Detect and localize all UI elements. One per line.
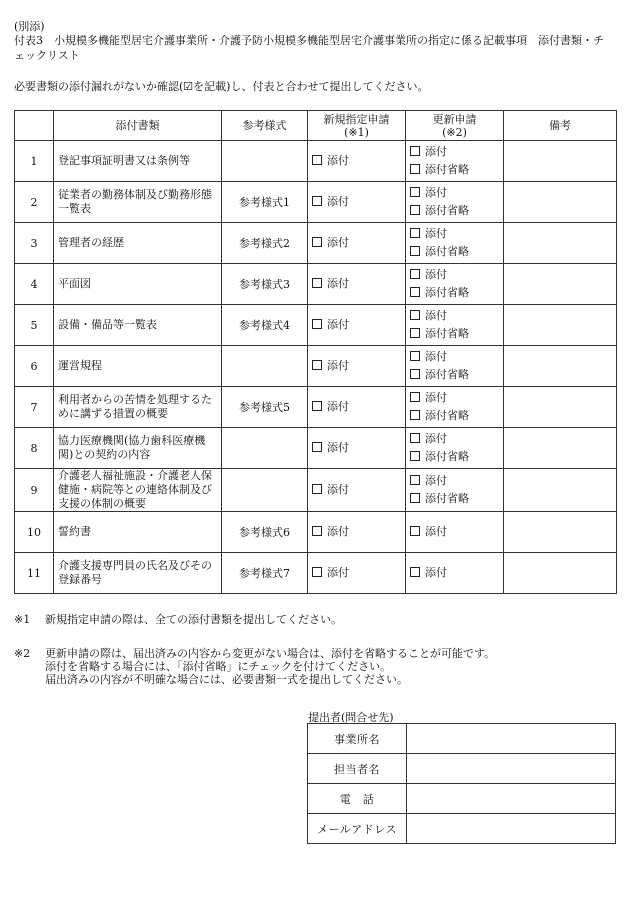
office-name-label: 事業所名	[308, 724, 407, 754]
checklist-table	[14, 110, 617, 594]
new-attach-option[interactable]	[312, 523, 401, 541]
checkbox-icon[interactable]	[410, 451, 420, 461]
reference-form: 参考様式3	[222, 264, 308, 305]
header-ref: 参考様式	[222, 111, 308, 141]
renew-attach-option-label: 添付	[425, 227, 447, 240]
row-number: 4	[15, 264, 54, 305]
renew-attach-option[interactable]	[410, 348, 499, 366]
email-label: メールアドレス	[308, 814, 407, 844]
new-application-cell	[308, 223, 406, 264]
document-name: 介護支援専門員の氏名及びその登録番号	[54, 553, 222, 594]
table-row	[15, 264, 617, 305]
renew-omit-option[interactable]	[410, 366, 499, 384]
renew-omit-option[interactable]	[410, 325, 499, 343]
renew-attach-option-label: 添付	[425, 268, 447, 281]
table-row	[15, 305, 617, 346]
remarks-cell[interactable]	[504, 141, 617, 182]
renew-attach-option[interactable]	[410, 184, 499, 202]
reference-form	[222, 469, 308, 512]
renew-attach-option[interactable]	[410, 523, 499, 541]
renew-attach-option-label: 添付	[425, 525, 447, 538]
page-title: 付表3 小規模多機能型居宅介護事業所・介護予防小規模多機能型居宅介護事業所の指定に係る記載事項 添付書類・チェックリスト	[14, 34, 604, 62]
renew-omit-option-label: 添付省略	[425, 204, 469, 217]
renew-attach-option-label: 添付	[425, 309, 447, 322]
new-attach-option-label: 添付	[327, 525, 349, 538]
renew-attach-option[interactable]	[410, 564, 499, 582]
renewal-cell	[406, 346, 504, 387]
note-line: 添付を省略する場合には、「添付省略」にチェックを付けてください。	[45, 660, 392, 673]
new-application-cell	[308, 182, 406, 223]
reference-form: 参考様式2	[222, 223, 308, 264]
renew-omit-option-label: 添付省略	[425, 245, 469, 258]
checkbox-icon[interactable]	[312, 401, 322, 411]
table-row	[15, 141, 617, 182]
renew-omit-option[interactable]	[410, 407, 499, 425]
checkbox-icon[interactable]	[410, 187, 420, 197]
renew-attach-option-label: 添付	[425, 350, 447, 363]
checkbox-icon[interactable]	[410, 351, 420, 361]
renew-attach-option-label: 添付	[425, 432, 447, 445]
submitter-row	[308, 724, 616, 754]
table-row	[15, 223, 617, 264]
note-line: 新規指定申請の際は、全ての添付書類を提出してください。	[45, 613, 342, 626]
new-attach-option-label: 添付	[327, 318, 349, 331]
document-name: 管理者の経歴	[54, 223, 222, 264]
renew-attach-option-label: 添付	[425, 391, 447, 404]
remarks-cell[interactable]	[504, 512, 617, 553]
contact-person-label: 担当者名	[308, 754, 407, 784]
new-attach-option-label: 添付	[327, 441, 349, 454]
checkbox-icon[interactable]	[410, 228, 420, 238]
checkbox-icon[interactable]	[410, 246, 420, 256]
appendix-note: (別添)	[14, 20, 45, 33]
renew-omit-option[interactable]	[410, 448, 499, 466]
reference-form: 参考様式4	[222, 305, 308, 346]
renewal-cell	[406, 469, 504, 512]
phone-field[interactable]	[407, 784, 616, 814]
document-name: 従業者の勤務体制及び勤務形態一覧表	[54, 182, 222, 223]
renew-attach-option[interactable]	[410, 472, 499, 490]
table-row	[15, 428, 617, 469]
checkbox-icon[interactable]	[312, 567, 322, 577]
submitter-caption: 提出者(問合せ先)	[308, 711, 394, 724]
renew-omit-option-label: 添付省略	[425, 327, 469, 340]
checkbox-icon[interactable]	[312, 484, 322, 494]
row-number: 11	[15, 553, 54, 594]
checkbox-icon[interactable]	[410, 269, 420, 279]
renew-omit-option-label: 添付省略	[425, 286, 469, 299]
checkbox-icon[interactable]	[410, 567, 420, 577]
new-application-cell	[308, 553, 406, 594]
document-name: 利用者からの苦情を処理するために講ずる措置の概要	[54, 387, 222, 428]
table-row	[15, 387, 617, 428]
note-line: 更新申請の際は、届出済みの内容から変更がない場合は、添付を省略することが可能です。	[45, 647, 496, 660]
document-name: 誓約書	[54, 512, 222, 553]
checkbox-icon[interactable]	[312, 442, 322, 452]
note-line: 届出済みの内容が不明確な場合には、必要書類一式を提出してください。	[45, 673, 408, 686]
checkbox-icon[interactable]	[410, 493, 420, 503]
checkbox-icon[interactable]	[312, 237, 322, 247]
phone-label: 電 話	[308, 784, 407, 814]
remarks-cell[interactable]	[504, 182, 617, 223]
checkbox-icon[interactable]	[410, 146, 420, 156]
new-application-cell	[308, 346, 406, 387]
new-application-cell	[308, 305, 406, 346]
instruction-text: 必要書類の添付漏れがないか確認(☑を記載)し、付表と合わせて提出してください。	[14, 80, 429, 93]
renewal-cell	[406, 264, 504, 305]
header-new	[308, 111, 406, 141]
row-number: 5	[15, 305, 54, 346]
document-name: 協力医療機関(協力歯科医療機関)との契約の内容	[54, 428, 222, 469]
new-attach-option[interactable]	[312, 357, 401, 375]
reference-form: 参考様式7	[222, 553, 308, 594]
renew-attach-option[interactable]	[410, 307, 499, 325]
new-attach-option-label: 添付	[327, 400, 349, 413]
new-attach-option-label: 添付	[327, 154, 349, 167]
renew-attach-option-label: 添付	[425, 186, 447, 199]
renew-attach-option[interactable]	[410, 430, 499, 448]
checkbox-icon[interactable]	[410, 526, 420, 536]
checkbox-icon[interactable]	[410, 287, 420, 297]
renew-omit-option-label: 添付省略	[425, 492, 469, 505]
reference-form	[222, 141, 308, 182]
renewal-cell	[406, 387, 504, 428]
renewal-cell	[406, 182, 504, 223]
document-name: 介護老人福祉施設・介護老人保健施・病院等との連絡体制及び支援の体制の概要	[54, 469, 222, 512]
renew-omit-option-label: 添付省略	[425, 368, 469, 381]
new-application-cell	[308, 264, 406, 305]
new-application-cell	[308, 512, 406, 553]
header-renew-label: 更新申請	[432, 112, 477, 126]
new-attach-option-label: 添付	[327, 277, 349, 290]
new-application-cell	[308, 428, 406, 469]
remarks-cell[interactable]	[504, 428, 617, 469]
checkbox-icon[interactable]	[410, 433, 420, 443]
remarks-cell[interactable]	[504, 264, 617, 305]
table-row	[15, 182, 617, 223]
table-row	[15, 553, 617, 594]
new-attach-option-label: 添付	[327, 236, 349, 249]
header-remarks: 備考	[504, 111, 617, 141]
new-application-cell	[308, 387, 406, 428]
renew-omit-option[interactable]	[410, 490, 499, 508]
new-attach-option[interactable]	[312, 481, 401, 499]
reference-form: 参考様式1	[222, 182, 308, 223]
submitter-row	[308, 784, 616, 814]
note-mark: ※2	[14, 647, 31, 660]
checkbox-icon[interactable]	[312, 278, 322, 288]
row-number: 9	[15, 469, 54, 512]
new-attach-option-label: 添付	[327, 483, 349, 496]
checkbox-icon[interactable]	[312, 196, 322, 206]
renew-attach-option[interactable]	[410, 143, 499, 161]
checkbox-icon[interactable]	[410, 392, 420, 402]
new-attach-option[interactable]	[312, 275, 401, 293]
checkbox-icon[interactable]	[312, 319, 322, 329]
checkbox-icon[interactable]	[410, 164, 420, 174]
document-name: 登記事項証明書又は条例等	[54, 141, 222, 182]
new-application-cell	[308, 141, 406, 182]
checkbox-icon[interactable]	[410, 328, 420, 338]
reference-form: 参考様式5	[222, 387, 308, 428]
renew-omit-option[interactable]	[410, 202, 499, 220]
checkbox-icon[interactable]	[410, 475, 420, 485]
header-new-note: (※1)	[344, 125, 369, 139]
row-number: 7	[15, 387, 54, 428]
remarks-cell[interactable]	[504, 305, 617, 346]
submitter-row	[308, 754, 616, 784]
header-renew-note: (※2)	[442, 125, 467, 139]
new-attach-option[interactable]	[312, 152, 401, 170]
renewal-cell	[406, 141, 504, 182]
renew-omit-option[interactable]	[410, 243, 499, 261]
renewal-cell	[406, 223, 504, 264]
row-number: 8	[15, 428, 54, 469]
new-attach-option[interactable]	[312, 316, 401, 334]
renew-omit-option-label: 添付省略	[425, 450, 469, 463]
document-name: 設備・備品等一覧表	[54, 305, 222, 346]
renew-omit-option[interactable]	[410, 284, 499, 302]
renew-attach-option-label: 添付	[425, 566, 447, 579]
new-application-cell	[308, 469, 406, 512]
renew-omit-option[interactable]	[410, 161, 499, 179]
reference-form	[222, 346, 308, 387]
document-name: 平面図	[54, 264, 222, 305]
table-row	[15, 469, 617, 512]
table-row	[15, 512, 617, 553]
reference-form	[222, 428, 308, 469]
new-attach-option-label: 添付	[327, 566, 349, 579]
checkbox-icon[interactable]	[410, 369, 420, 379]
checkbox-icon[interactable]	[312, 526, 322, 536]
row-number: 3	[15, 223, 54, 264]
renewal-cell	[406, 305, 504, 346]
table-row	[15, 346, 617, 387]
checkbox-icon[interactable]	[312, 360, 322, 370]
checkbox-icon[interactable]	[410, 205, 420, 215]
remarks-cell[interactable]	[504, 553, 617, 594]
renewal-cell	[406, 512, 504, 553]
header-doc: 添付書類	[54, 111, 222, 141]
renew-attach-option[interactable]	[410, 225, 499, 243]
renew-omit-option-label: 添付省略	[425, 163, 469, 176]
remarks-cell[interactable]	[504, 469, 617, 512]
new-attach-option[interactable]	[312, 439, 401, 457]
remarks-cell[interactable]	[504, 223, 617, 264]
submitter-table	[307, 723, 616, 844]
new-attach-option[interactable]	[312, 398, 401, 416]
checkbox-icon[interactable]	[410, 410, 420, 420]
remarks-cell[interactable]	[504, 346, 617, 387]
renew-attach-option-label: 添付	[425, 145, 447, 158]
contact-person-field[interactable]	[407, 754, 616, 784]
header-no	[15, 111, 54, 141]
table-header-row	[15, 111, 617, 141]
checkbox-icon[interactable]	[410, 310, 420, 320]
submitter-row	[308, 814, 616, 844]
email-field[interactable]	[407, 814, 616, 844]
note-mark: ※1	[14, 613, 31, 626]
row-number: 6	[15, 346, 54, 387]
header-renew	[406, 111, 504, 141]
renew-omit-option-label: 添付省略	[425, 409, 469, 422]
document-name: 運営規程	[54, 346, 222, 387]
renewal-cell	[406, 553, 504, 594]
renew-attach-option[interactable]	[410, 389, 499, 407]
row-number: 2	[15, 182, 54, 223]
remarks-cell[interactable]	[504, 387, 617, 428]
new-attach-option-label: 添付	[327, 195, 349, 208]
checkbox-icon[interactable]	[312, 155, 322, 165]
office-name-field[interactable]	[407, 724, 616, 754]
renewal-cell	[406, 428, 504, 469]
new-attach-option[interactable]	[312, 234, 401, 252]
renew-attach-option[interactable]	[410, 266, 499, 284]
reference-form: 参考様式6	[222, 512, 308, 553]
row-number: 1	[15, 141, 54, 182]
new-attach-option[interactable]	[312, 564, 401, 582]
new-attach-option-label: 添付	[327, 359, 349, 372]
new-attach-option[interactable]	[312, 193, 401, 211]
header-new-label: 新規指定申請	[323, 112, 390, 126]
renew-attach-option-label: 添付	[425, 474, 447, 487]
row-number: 10	[15, 512, 54, 553]
